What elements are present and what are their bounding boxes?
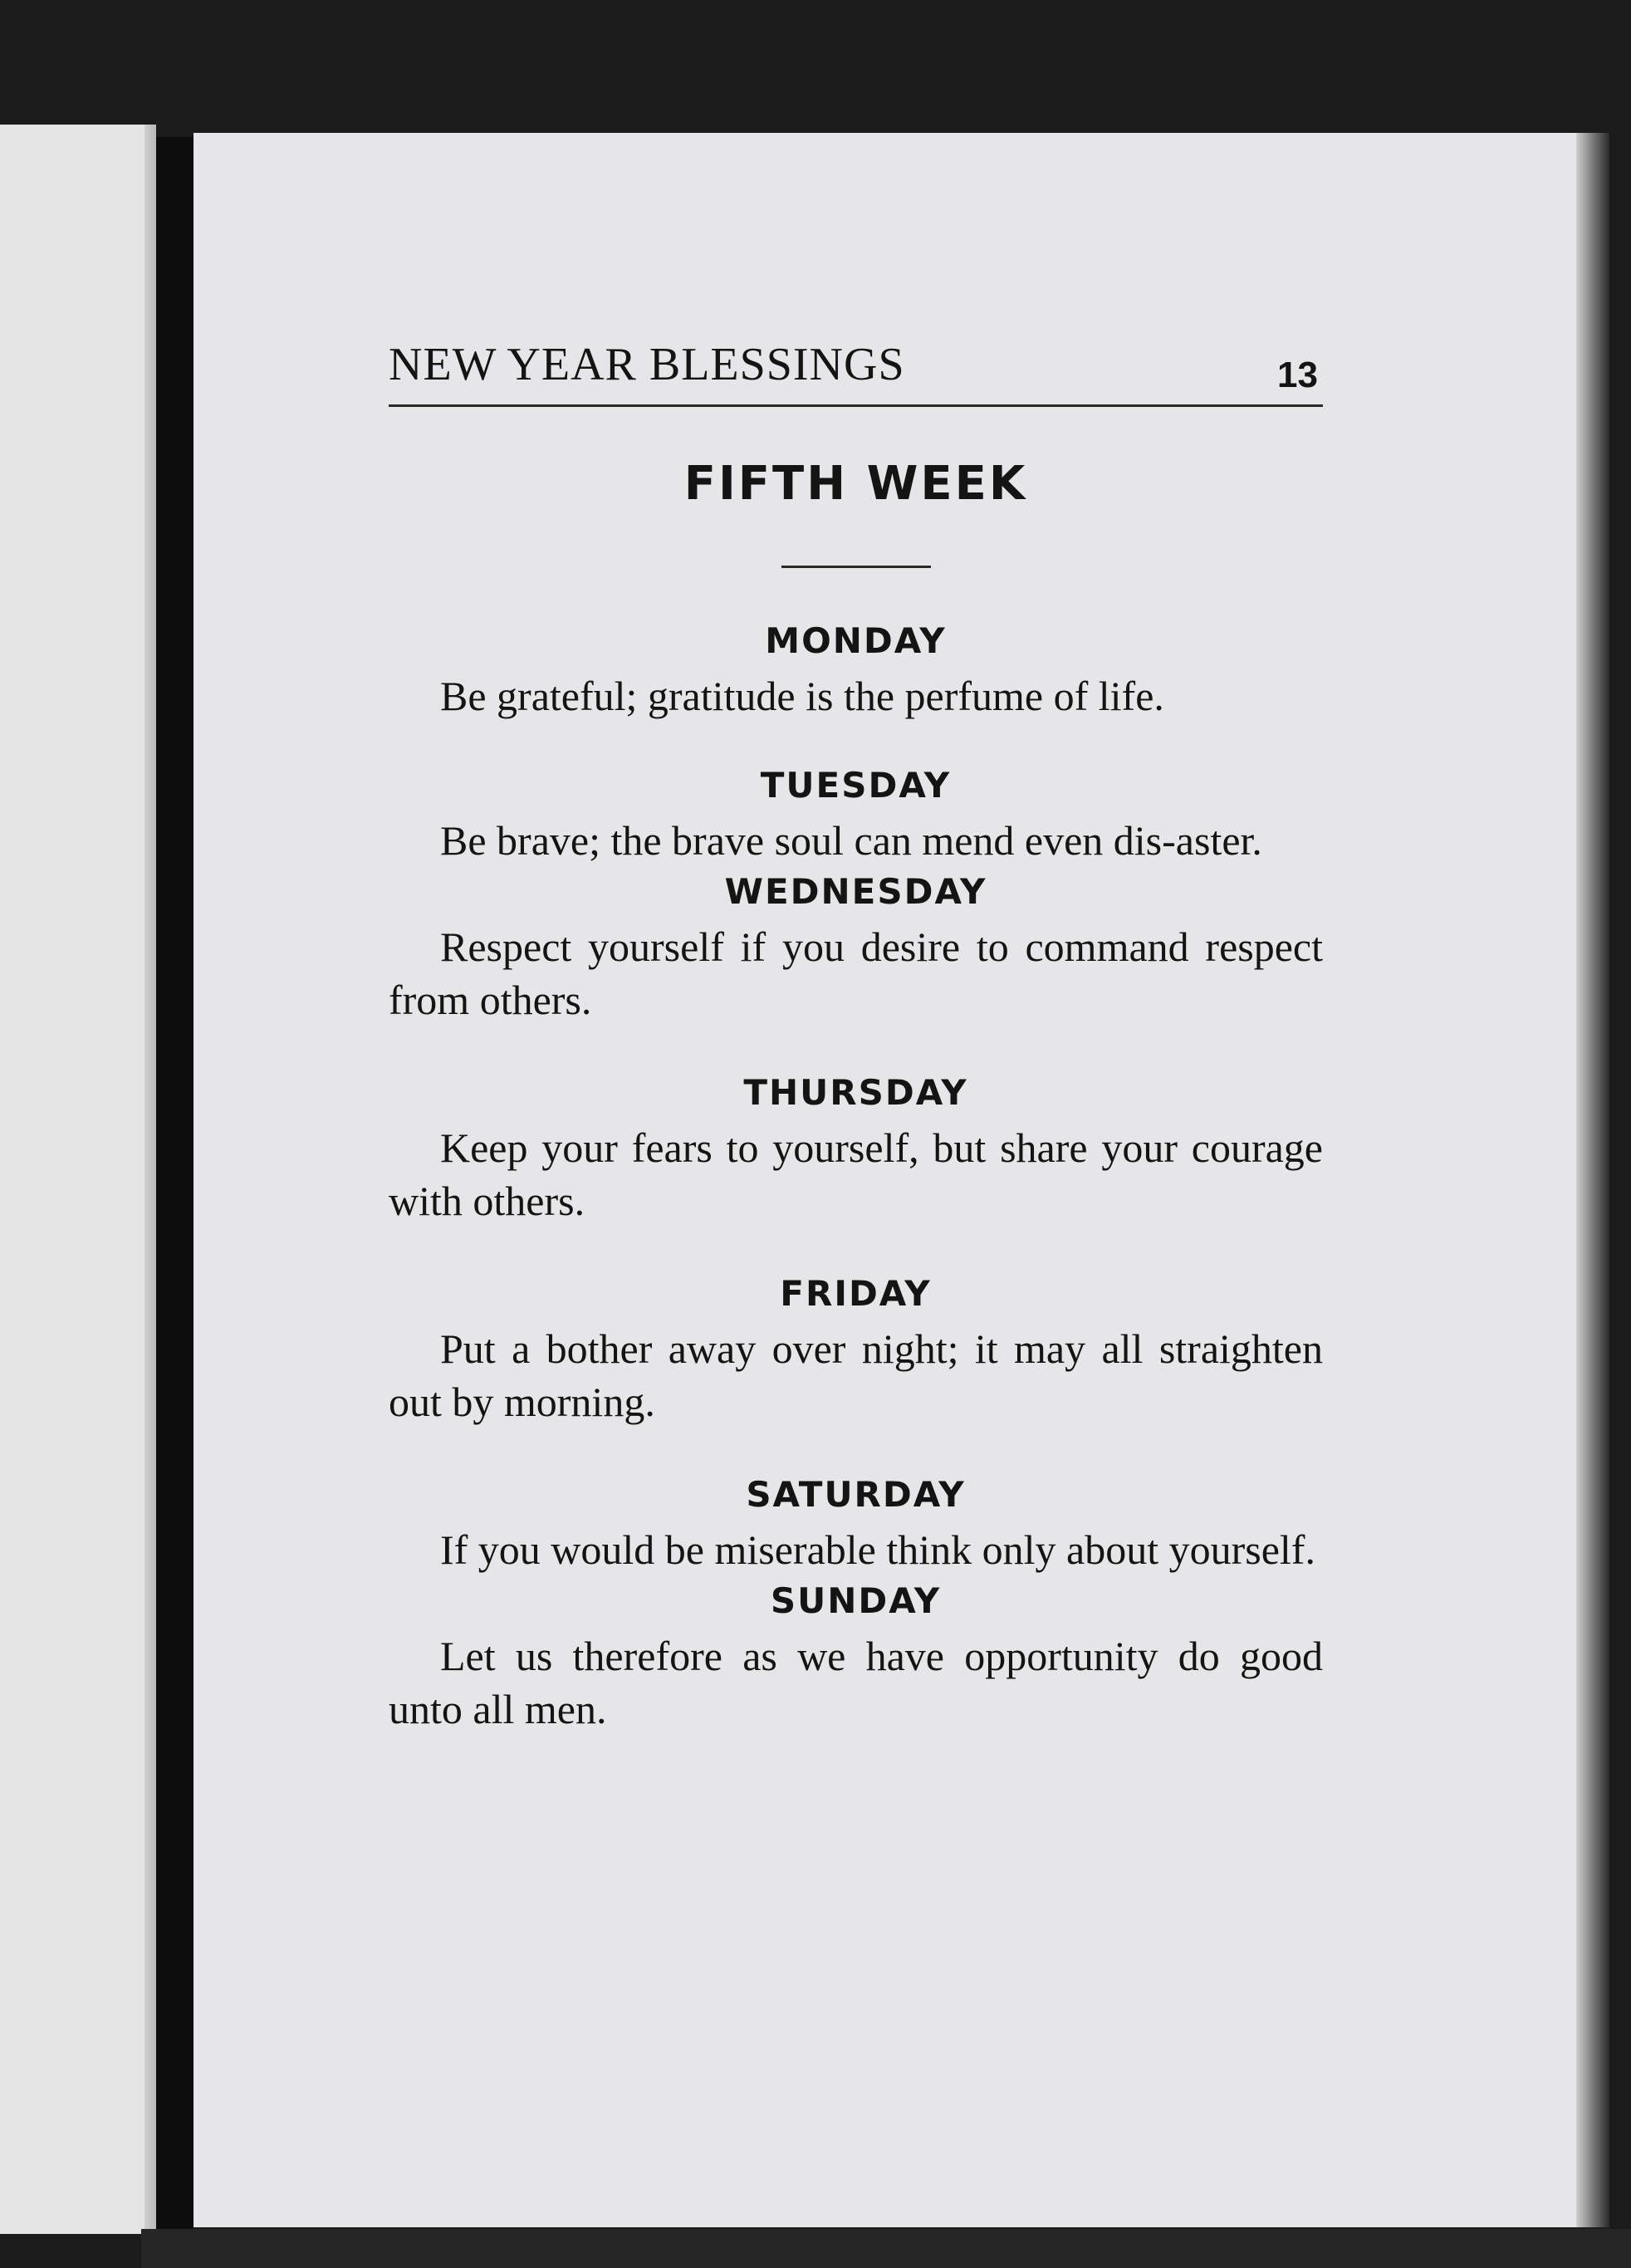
day-text-saturday: If you would be miserable think only about yourself. (440, 1526, 1315, 1573)
day-heading-tuesday: TUESDAY (760, 765, 952, 806)
page-content (389, 328, 1323, 1736)
day-text-wednesday: Respect yourself if you desire to command respect from others. (389, 923, 1323, 1023)
day-text-thursday: Keep your fears to yourself, but share your courage with others. (389, 1124, 1323, 1224)
day-heading-thursday: THURSDAY (743, 1072, 968, 1113)
running-head (389, 328, 1323, 407)
day-text-friday: Put a bother away over night; it may all straighten out by morning. (389, 1325, 1323, 1425)
day-heading-wednesday: WEDNESDAY (724, 871, 987, 912)
day-heading-saturday: SATURDAY (746, 1474, 966, 1515)
page-number: 13 (1277, 355, 1318, 395)
page-bottom-edge (141, 2229, 1631, 2268)
running-title: NEW YEAR BLESSINGS (389, 339, 905, 390)
facing-page-edge (0, 125, 156, 2234)
day-text-monday: Be grateful; gratitude is the perfume of life. (440, 673, 1164, 719)
day-text-tuesday: Be brave; the brave soul can mend even dis-aster. (440, 817, 1262, 864)
day-heading-friday: FRIDAY (780, 1273, 932, 1314)
day-text-sunday: Let us therefore as we have opportunity do good unto all men. (389, 1633, 1323, 1732)
page-right-edge (1576, 133, 1609, 2227)
book-gutter (156, 137, 193, 2230)
week-title: FIFTH WEEK (683, 457, 1028, 511)
day-heading-sunday: SUNDAY (770, 1580, 942, 1621)
ornamental-rule (781, 566, 931, 568)
day-heading-monday: MONDAY (765, 620, 947, 661)
